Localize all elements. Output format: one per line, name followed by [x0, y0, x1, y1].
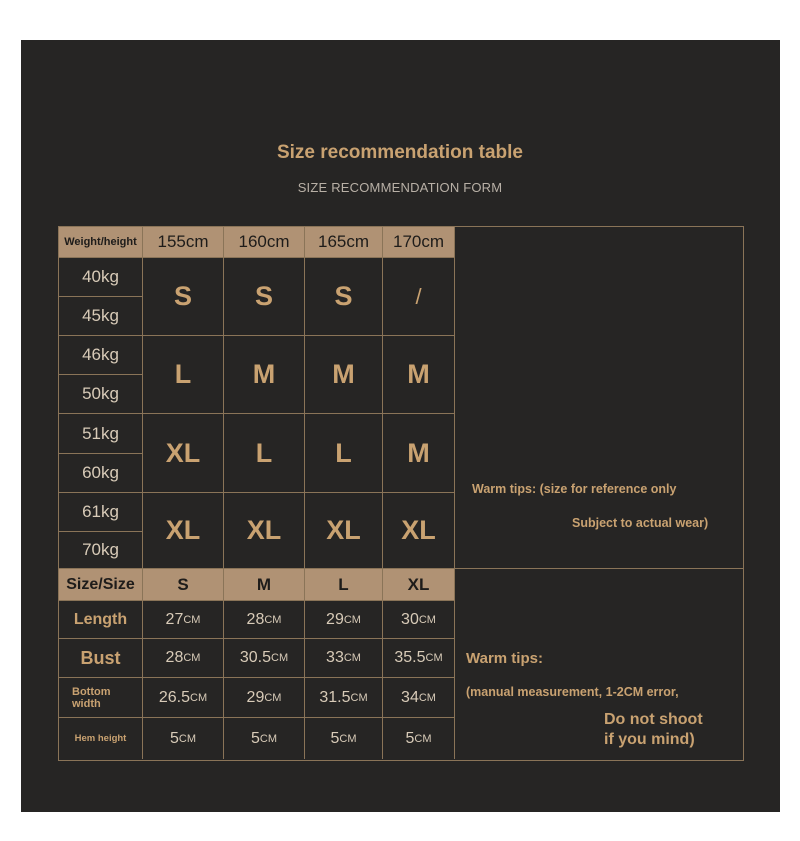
size-cell: S: [143, 258, 224, 336]
warm-tip-line: Warm tips: (size for reference only: [472, 482, 677, 496]
measure-cell: 29 CM: [224, 678, 305, 718]
weight-label: 51kg: [59, 414, 143, 454]
size-cell: XL: [383, 493, 455, 568]
measure-cell: 33 CM: [305, 639, 383, 678]
size-cell: XL: [224, 493, 305, 568]
height-header: 160cm: [224, 227, 305, 258]
measure-cell: 35.5 CM: [383, 639, 455, 678]
measure-cell: 27 CM: [143, 601, 224, 639]
measure-cell: 28 CM: [143, 639, 224, 678]
measure-cell: 28 CM: [224, 601, 305, 639]
size-cell: L: [305, 414, 383, 493]
size-cell: L: [224, 414, 305, 493]
measure-label: Bottom width: [59, 678, 143, 718]
size-header: XL: [383, 569, 455, 601]
height-header: 170cm: [383, 227, 455, 258]
measure-cell: 34 CM: [383, 678, 455, 718]
measure-cell: 26.5 CM: [143, 678, 224, 718]
size-measurement-table: [58, 569, 744, 761]
size-header: M: [224, 569, 305, 601]
measure-cell: 5 CM: [305, 718, 383, 759]
page-subtitle: SIZE RECOMMENDATION FORM: [297, 180, 503, 195]
height-header: 165cm: [305, 227, 383, 258]
measure-cell: 30 CM: [383, 601, 455, 639]
warm-tip-line: (manual measurement, 1-2CM error,: [466, 685, 679, 699]
size-cell: /: [383, 258, 455, 336]
measure-cell: 5 CM: [143, 718, 224, 759]
warm-tip-line: if you mind): [604, 731, 695, 748]
size-cell: S: [224, 258, 305, 336]
size-cell: XL: [143, 414, 224, 493]
size-cell: M: [383, 414, 455, 493]
measure-cell: 30.5 CM: [224, 639, 305, 678]
weight-label: 61kg: [59, 493, 143, 532]
size-cell: M: [224, 336, 305, 414]
warm-tip-title: Warm tips:: [466, 650, 543, 667]
size-cell: L: [143, 336, 224, 414]
size-cell: S: [305, 258, 383, 336]
corner-header: Weight/height: [59, 227, 143, 258]
warm-tip-line: Subject to actual wear): [572, 516, 709, 530]
weight-label: 40kg: [59, 258, 143, 297]
size-header: L: [305, 569, 383, 601]
weight-label: 50kg: [59, 375, 143, 414]
weight-label: 46kg: [59, 336, 143, 375]
corner-header: Size/Size: [59, 569, 143, 601]
measure-cell: 5 CM: [383, 718, 455, 759]
weight-label: 60kg: [59, 454, 143, 493]
measure-cell: 29 CM: [305, 601, 383, 639]
size-cell: XL: [143, 493, 224, 568]
size-cell: XL: [305, 493, 383, 568]
measure-cell: 5 CM: [224, 718, 305, 759]
warm-tip-line: Do not shoot: [604, 711, 703, 728]
measure-cell: 31.5 CM: [305, 678, 383, 718]
weight-label: 70kg: [59, 532, 143, 568]
size-cell: M: [305, 336, 383, 414]
measure-label: Length: [59, 601, 143, 639]
weight-label: 45kg: [59, 297, 143, 336]
page-title: Size recommendation table: [276, 142, 523, 163]
size-header: S: [143, 569, 224, 601]
measure-label: Hem height: [59, 718, 143, 759]
size-cell: M: [383, 336, 455, 414]
size-recommendation-table: [58, 226, 744, 569]
height-header: 155cm: [143, 227, 224, 258]
measure-label: Bust: [59, 639, 143, 678]
